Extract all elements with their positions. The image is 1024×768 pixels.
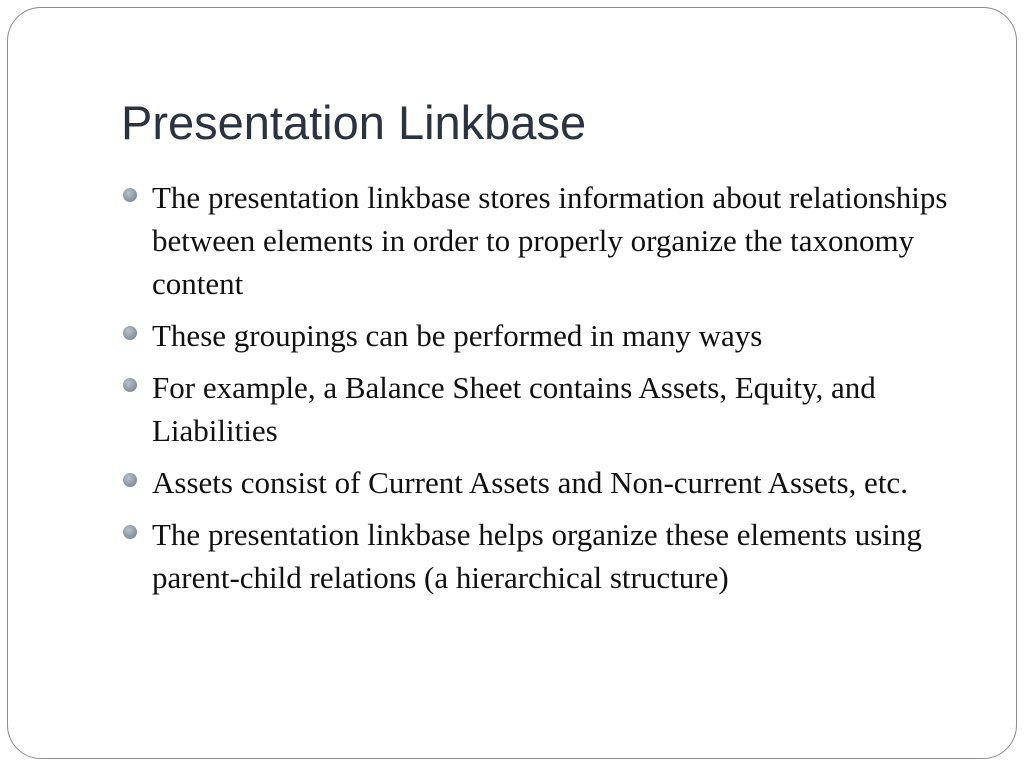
bullet-item <box>121 366 981 452</box>
slide-frame <box>7 7 1017 759</box>
bullet-item <box>121 176 981 305</box>
bullet-dot-icon <box>123 525 137 539</box>
bullet-item <box>121 513 981 599</box>
slide-title: Presentation Linkbase <box>121 96 587 149</box>
bullet-text: These groupings can be performed in many ways <box>152 318 763 353</box>
bullet-text: The presentation linkbase stores information about relationships between elements in order to properly organize the taxonomy content <box>152 180 948 301</box>
bullet-dot-icon <box>123 378 137 392</box>
bullet-dot-icon <box>123 326 137 340</box>
bullet-dot-icon <box>123 188 137 202</box>
bullet-text: The presentation linkbase helps organize these elements using parent-child relations (a hierarchical structure) <box>152 517 922 595</box>
bullet-text: Assets consist of Current Assets and Non-current Assets, etc. <box>152 465 908 500</box>
bullet-text: For example, a Balance Sheet contains Assets, Equity, and Liabilities <box>152 370 876 448</box>
bullet-item <box>121 314 981 357</box>
bullet-dot-icon <box>123 473 137 487</box>
bullet-list <box>121 176 981 608</box>
bullet-item <box>121 461 981 504</box>
